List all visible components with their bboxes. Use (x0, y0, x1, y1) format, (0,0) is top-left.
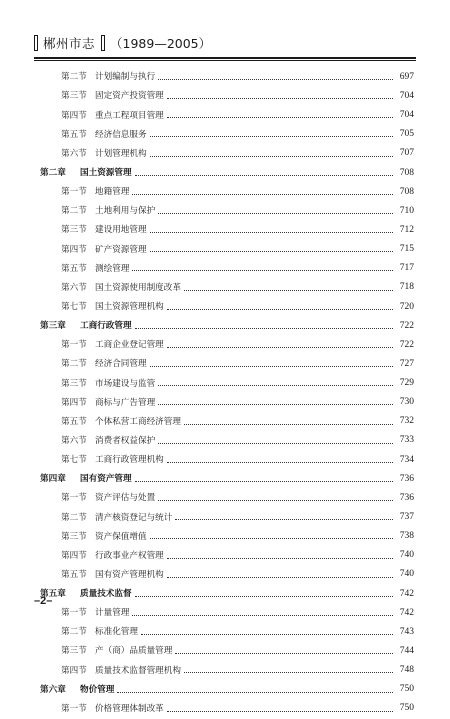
dot-leader (184, 424, 393, 425)
entry-page-number: 740 (399, 569, 414, 580)
entry-number: 第六章 (40, 684, 66, 695)
entry-page-number: 722 (399, 339, 414, 350)
entry-page-number: 722 (399, 320, 414, 331)
dot-leader (167, 347, 393, 348)
header-bar-mark (101, 35, 105, 51)
entry-page-number: 705 (399, 129, 414, 140)
toc-section-entry (40, 489, 414, 508)
dot-leader (167, 711, 393, 712)
dot-leader (158, 443, 393, 444)
dot-leader (158, 500, 393, 501)
entry-page-number: 737 (399, 512, 414, 523)
entry-page-number: 750 (399, 684, 414, 695)
entry-title: 清产核资登记与统计 (95, 512, 173, 523)
dot-leader (158, 213, 393, 214)
dot-leader (150, 251, 393, 252)
entry-page-number: 738 (399, 531, 414, 542)
toc-section-entry (40, 547, 414, 566)
entry-page-number: 734 (399, 454, 414, 465)
toc-section-entry (40, 623, 414, 642)
entry-number: 第四节 (61, 110, 87, 121)
entry-title: 测绘管理 (95, 263, 130, 274)
header-rule-thick (34, 57, 416, 59)
dot-leader (175, 519, 393, 520)
dot-leader (132, 194, 393, 195)
entry-title: 国土资源使用制度改革 (95, 282, 181, 293)
entry-page-number: 748 (399, 665, 414, 676)
entry-title: 矿产资源管理 (95, 244, 147, 255)
entry-number: 第三节 (61, 225, 87, 236)
dot-leader (167, 577, 393, 578)
entry-number: 第四节 (61, 244, 87, 255)
entry-number: 第五节 (61, 263, 87, 274)
toc-chapter-entry (40, 681, 414, 700)
dot-leader (132, 270, 393, 271)
entry-number: 第四节 (61, 665, 87, 676)
entry-number: 第四章 (40, 474, 66, 485)
toc-section-entry (40, 202, 414, 221)
entry-title: 国土资源管理 (80, 167, 132, 178)
dot-leader (167, 558, 393, 559)
entry-title: 消费者权益保护 (95, 435, 156, 446)
dot-leader (167, 309, 393, 310)
dot-leader (167, 462, 393, 463)
dot-leader (150, 156, 393, 157)
page-number: –2– (34, 595, 53, 607)
entry-page-number: 717 (399, 263, 414, 274)
dot-leader (184, 672, 393, 673)
entry-title: 工商企业登记管理 (95, 340, 164, 351)
entry-title: 商标与广告管理 (95, 397, 156, 408)
toc-section-entry (40, 336, 414, 355)
entry-title: 固定资产投资管理 (95, 91, 164, 102)
entry-page-number: 730 (399, 397, 414, 408)
entry-number: 第六节 (61, 435, 87, 446)
entry-page-number: 743 (399, 626, 414, 637)
dot-leader (175, 653, 393, 654)
entry-page-number: 742 (399, 588, 414, 599)
book-title: 郴州市志 (43, 36, 96, 51)
entry-title: 计划编制与执行 (95, 72, 156, 83)
entry-number: 第二节 (61, 359, 87, 370)
header-rule-thin (34, 60, 416, 61)
dot-leader (150, 136, 393, 137)
dot-leader (167, 98, 393, 99)
toc-section-entry (40, 566, 414, 585)
entry-title: 建设用地管理 (95, 225, 147, 236)
toc-chapter-entry (40, 317, 414, 336)
toc-section-entry (40, 125, 414, 144)
entry-page-number: 704 (399, 90, 414, 101)
toc-section-entry (40, 642, 414, 661)
entry-page-number: 727 (399, 358, 414, 369)
entry-number: 第一节 (61, 340, 87, 351)
toc-section-entry (40, 700, 414, 719)
toc-section-entry (40, 508, 414, 527)
entry-number: 第五节 (61, 416, 87, 427)
dot-leader (141, 634, 393, 635)
entry-page-number: 712 (399, 224, 414, 235)
entry-page-number: 736 (399, 473, 414, 484)
entry-page-number: 720 (399, 301, 414, 312)
entry-number: 第二章 (40, 167, 66, 178)
dot-leader (158, 385, 393, 386)
toc-section-entry (40, 298, 414, 317)
dot-leader (117, 692, 393, 693)
header-bar-mark (34, 35, 38, 51)
toc-section-entry (40, 527, 414, 546)
entry-number: 第五章 (40, 589, 66, 600)
dot-leader (150, 538, 393, 539)
entry-page-number: 697 (399, 71, 414, 82)
entry-page-number: 750 (399, 703, 414, 714)
entry-title: 产（商）品质量管理 (95, 646, 173, 657)
entry-number: 第七节 (61, 301, 87, 312)
entry-page-number: 729 (399, 378, 414, 389)
toc-section-entry (40, 183, 414, 202)
entry-page-number: 742 (399, 607, 414, 618)
entry-title: 计量管理 (95, 608, 130, 619)
entry-page-number: 704 (399, 110, 414, 121)
entry-title: 经济信息服务 (95, 129, 147, 140)
dot-leader (150, 232, 393, 233)
entry-title: 计划管理机构 (95, 148, 147, 159)
dot-leader (135, 596, 393, 597)
toc-section-entry (40, 87, 414, 106)
toc-section-entry (40, 106, 414, 125)
entry-title: 重点工程项目管理 (95, 110, 164, 121)
toc-section-entry (40, 355, 414, 374)
entry-page-number: 710 (399, 205, 414, 216)
entry-number: 第四节 (61, 397, 87, 408)
entry-title: 个体私营工商经济管理 (95, 416, 181, 427)
entry-number: 第五节 (61, 569, 87, 580)
toc-section-entry (40, 393, 414, 412)
table-of-contents (40, 68, 414, 719)
toc-chapter-entry (40, 164, 414, 183)
entry-number: 第三节 (61, 91, 87, 102)
entry-title: 资产评估与处置 (95, 493, 156, 504)
entry-number: 第二节 (61, 72, 87, 83)
entry-title: 质量技术监督管理机构 (95, 665, 181, 676)
entry-number: 第一节 (61, 493, 87, 504)
toc-chapter-entry (40, 470, 414, 489)
entry-title: 国土资源管理机构 (95, 301, 164, 312)
entry-page-number: 736 (399, 492, 414, 503)
entry-number: 第三章 (40, 321, 66, 332)
entry-title: 工商行政管理 (80, 321, 132, 332)
entry-title: 物价管理 (80, 684, 115, 695)
entry-number: 第三节 (61, 378, 87, 389)
entry-number: 第二节 (61, 206, 87, 217)
entry-page-number: 744 (399, 646, 414, 657)
book-years: （1989—2005） (110, 36, 212, 51)
toc-section-entry (40, 374, 414, 393)
entry-page-number: 707 (399, 148, 414, 159)
entry-title: 国有资产管理 (80, 474, 132, 485)
entry-title: 资产保值增值 (95, 531, 147, 542)
toc-section-entry (40, 661, 414, 680)
entry-title: 质量技术监督 (80, 589, 132, 600)
entry-page-number: 740 (399, 550, 414, 561)
dot-leader (184, 290, 393, 291)
entry-page-number: 733 (399, 435, 414, 446)
dot-leader (135, 328, 393, 329)
running-header (34, 34, 211, 52)
dot-leader (135, 481, 393, 482)
entry-number: 第一节 (61, 187, 87, 198)
entry-title: 土地利用与保护 (95, 206, 156, 217)
entry-page-number: 708 (399, 186, 414, 197)
entry-title: 标准化管理 (95, 627, 138, 638)
dot-leader (158, 404, 393, 405)
toc-section-entry (40, 68, 414, 87)
toc-section-entry (40, 432, 414, 451)
entry-number: 第六节 (61, 282, 87, 293)
entry-page-number: 708 (399, 167, 414, 178)
toc-section-entry (40, 413, 414, 432)
entry-page-number: 732 (399, 416, 414, 427)
entry-number: 第一节 (61, 703, 87, 714)
entry-number: 第四节 (61, 550, 87, 561)
entry-number: 第一节 (61, 608, 87, 619)
dot-leader (132, 615, 393, 616)
entry-number: 第三节 (61, 531, 87, 542)
entry-title: 地籍管理 (95, 187, 130, 198)
toc-section-entry (40, 259, 414, 278)
toc-section-entry (40, 240, 414, 259)
toc-chapter-entry (40, 585, 414, 604)
toc-section-entry (40, 604, 414, 623)
entry-title: 工商行政管理机构 (95, 455, 164, 466)
toc-section-entry (40, 451, 414, 470)
entry-title: 经济合同管理 (95, 359, 147, 370)
entry-title: 价格管理体制改革 (95, 703, 164, 714)
dot-leader (150, 366, 393, 367)
entry-page-number: 718 (399, 282, 414, 293)
dot-leader (135, 175, 393, 176)
entry-number: 第七节 (61, 455, 87, 466)
dot-leader (167, 117, 393, 118)
toc-section-entry (40, 279, 414, 298)
dot-leader (158, 79, 393, 80)
toc-section-entry (40, 145, 414, 164)
entry-title: 国有资产管理机构 (95, 569, 164, 580)
toc-section-entry (40, 221, 414, 240)
entry-number: 第二节 (61, 627, 87, 638)
entry-number: 第二节 (61, 512, 87, 523)
entry-number: 第六节 (61, 148, 87, 159)
entry-number: 第三节 (61, 646, 87, 657)
entry-number: 第五节 (61, 129, 87, 140)
entry-title: 行政事业产权管理 (95, 550, 164, 561)
entry-page-number: 715 (399, 244, 414, 255)
entry-title: 市场建设与监管 (95, 378, 156, 389)
